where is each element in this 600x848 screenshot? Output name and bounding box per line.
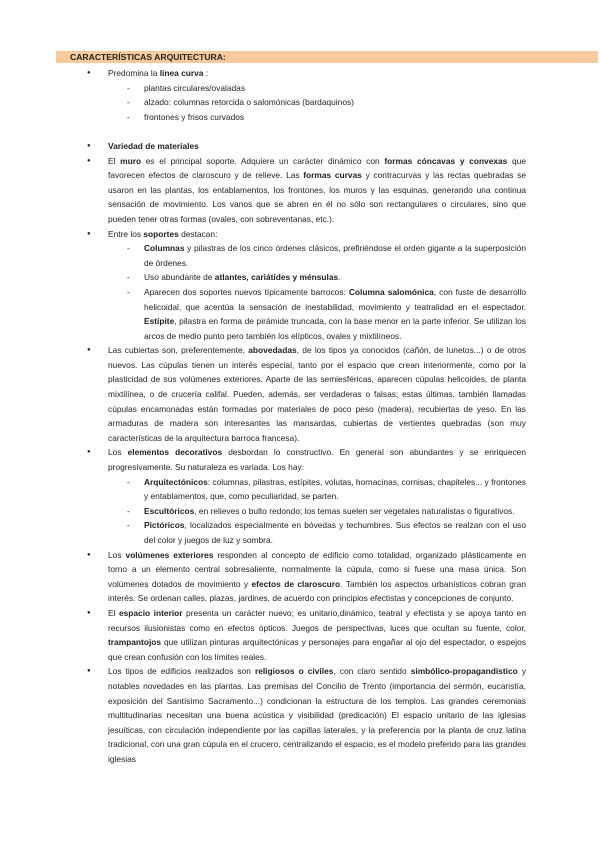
text: desbordan lo constructivo. En general son abundantes y se enriquecen progresivamente. Su naturaleza es variada. Los hay:	[108, 447, 526, 473]
text: Uso abundante de	[144, 272, 215, 283]
bold-text: Pictóricos	[144, 520, 185, 531]
text: . También los aspectos urbanísticos cobran gran interés. Se ordenan calles, plazas, jardines, de acuerdo con principios efectistas y concepciones de conjunto.	[108, 578, 526, 604]
bold-text: Estípite	[144, 316, 175, 327]
bold-text: línea curva	[159, 68, 204, 78]
text: , localizados especialmente en bóvedas y techumbres. Sus efectos se realzan con el uso del color y juegos de luz y sombra.	[144, 520, 526, 545]
text: Aparecen dos soportes nuevos típicamente barrocos:	[144, 286, 349, 297]
sub-item: - alzado: columnas retorcida o salomónicas (bardaquinos)	[70, 95, 526, 110]
bold-text: Columna salomónica	[348, 286, 434, 297]
sub-item: - frontones y frisos curvados	[70, 110, 526, 125]
section-heading: CARACTERÍSTICAS ARQUITECTURA:	[70, 52, 226, 62]
text: que utilizan pinturas arquitectónicas y personajes para engañar al ojo del espectador, o espejos que crean confusión con los límites reales.	[108, 637, 526, 662]
text: El	[108, 607, 119, 618]
sub-item-arquitectonicos	[70, 475, 526, 504]
bullet-tipos-edificios	[70, 664, 526, 766]
bold-text: Escultóricos	[144, 505, 195, 516]
text: .	[338, 272, 341, 283]
sub-item-columnas	[70, 241, 526, 270]
bold-text: espacio interior	[118, 607, 183, 618]
bullet-linea-curva	[70, 66, 526, 81]
bullet-cubiertas	[70, 343, 526, 445]
text: Los	[108, 447, 128, 458]
bold-text: atlantes, cariátides y ménsulas	[214, 272, 339, 283]
bold-text: formas cóncavas y convexas	[384, 155, 508, 166]
text: , con claro sentido	[333, 666, 411, 677]
bold-text: muro	[120, 155, 142, 166]
text: que favorecen efectos de claroscuro y de relieve. Las	[108, 155, 526, 181]
bold-text: Columnas	[144, 243, 185, 254]
text: , de los tipos ya conocidos (cañón, de lunetos...) o de otros nuevos. Las cúpulas tienen un interés especial, tanto por el espacio que crean interiormente, como por la plasticidad de sus volúmenes exteriores. Aparte de las semiesféricas, aparecen cúpulas helicoides, de planta mixtilínea, o de crucería califal. Pueden, además, ser verdaderas o falsas; estas últimas, también llamadas cúpulas encamonadas están formadas por materiales de poco peso (madera), recubiertas de yeso. En las armaduras de madera son interesantes las mansardas, cubiertas de vertientes quebradas (son muy características de la arquitectura barroca francesa).	[108, 345, 526, 443]
text: Las cubiertas son, preferentemente,	[108, 345, 249, 356]
bold-text: Arquitectónicos	[144, 476, 208, 487]
bullet-muro	[70, 154, 526, 227]
text: es el principal soporte. Adquiere un carácter dinámico con	[141, 155, 385, 166]
bullet-materiales	[70, 139, 526, 154]
text: y notables novedades en las plantas. Las premisas del Concilio de Trento (importancia del sermón, eucaristía, exposición del Santísimo Sacramento...) condicionan la estructura de los templos. Las grandes ceremonias multitudinarias necesitan una buena acústica y visibilidad (predicación) El espacio unitario de las iglesias jesuíticas, con circulación independiente por las capillas laterales, y la preferencia por la planta de cruz latina tradicional, con una gran cúpula en el crucero, centralizando el espacio, es el modelo preferido para las grandes iglesias	[108, 666, 527, 764]
text: Los	[108, 549, 126, 560]
text: presenta un carácter nuevo; es unitario,dinámico, teatral y efectista y se apoya tanto en recursos ilusionistas como en efectos ópticos. Juegos de perspectivas, luces que ocultan su fuente, color,	[108, 607, 526, 633]
text: , pilastra en forma de pirámide truncada, con la base menor en la parte inferior. Se utilizan los arcos de medio punto pero también los elípticos, ovales y mixtilíneos.	[144, 316, 526, 341]
bold-text: soportes	[143, 228, 179, 239]
bold-text: elementos decorativos	[127, 447, 223, 458]
sub-item-pictoricos	[70, 518, 526, 547]
spacer	[70, 124, 526, 139]
text: Predomina la	[108, 68, 160, 78]
bullet-soportes	[70, 227, 526, 242]
text: Los tipos de edificios realizados son	[108, 666, 255, 677]
bullet-decorativos	[70, 445, 526, 474]
bold-text: simbólico-propagandístico	[410, 666, 518, 677]
bold-text: volúmenes exteriores	[125, 549, 214, 560]
bullet-volumenes	[70, 548, 526, 606]
document-body	[70, 66, 526, 767]
bold-text: Variedad de materiales	[108, 140, 199, 151]
sub-item-soportes-nuevos	[70, 285, 526, 343]
text: responden al concepto de edificio como totalidad, organizado plásticamente en torno a un elemento central sobresaliente, normalmente la cúpula, como si fuese una masa única. Son volúmenes dotados de movimiento y	[108, 549, 526, 589]
bold-text: formas curvas	[303, 170, 362, 181]
text: y pilastras de los cinco órdenes clásicos, prefiriéndose el orden gigante a la superposición de órdenes.	[144, 243, 526, 268]
sub-item: - plantas circulares/ovaladas	[70, 81, 526, 96]
text: :	[203, 68, 209, 78]
text: , con fuste de desarrollo helicoidal, que acentúa la sensación de inestabilidad, movimiento y teatralidad en el espectador.	[144, 286, 526, 312]
bold-text: trampantojos	[108, 637, 162, 648]
text: : columnas, pilastras, estípites, volutas, hornacinas, cornisas, chapiteles... y frontones y entablamentos, que, como peculiaridad, se parten.	[144, 476, 526, 502]
text: y contracurvas y las rectas quebradas se usaron en las plantas, los entablamentos, los frontones, los muros y las esquinas, generando una continua sensación de movimiento. Los vanos que se abren en él no sólo son rectangulares o circulares, sino que pueden tener otras formas (ovales, con sobreventanas, etc.).	[108, 170, 526, 224]
bullet-espacio-interior	[70, 606, 526, 664]
bold-text: efectos de claroscuro	[251, 578, 341, 589]
sub-item-escultoricos	[70, 504, 526, 519]
text: Entre los	[108, 228, 144, 239]
text: , en relieves o bulto redondo; los temas suelen ser vegetales naturalistas o figurativos.	[194, 505, 515, 516]
text: El	[108, 155, 121, 166]
sub-item-atlantes	[70, 270, 526, 285]
bold-text: abovedadas	[248, 345, 297, 356]
text: destacan:	[178, 228, 218, 239]
bold-text: religiosos o civiles	[254, 666, 334, 677]
